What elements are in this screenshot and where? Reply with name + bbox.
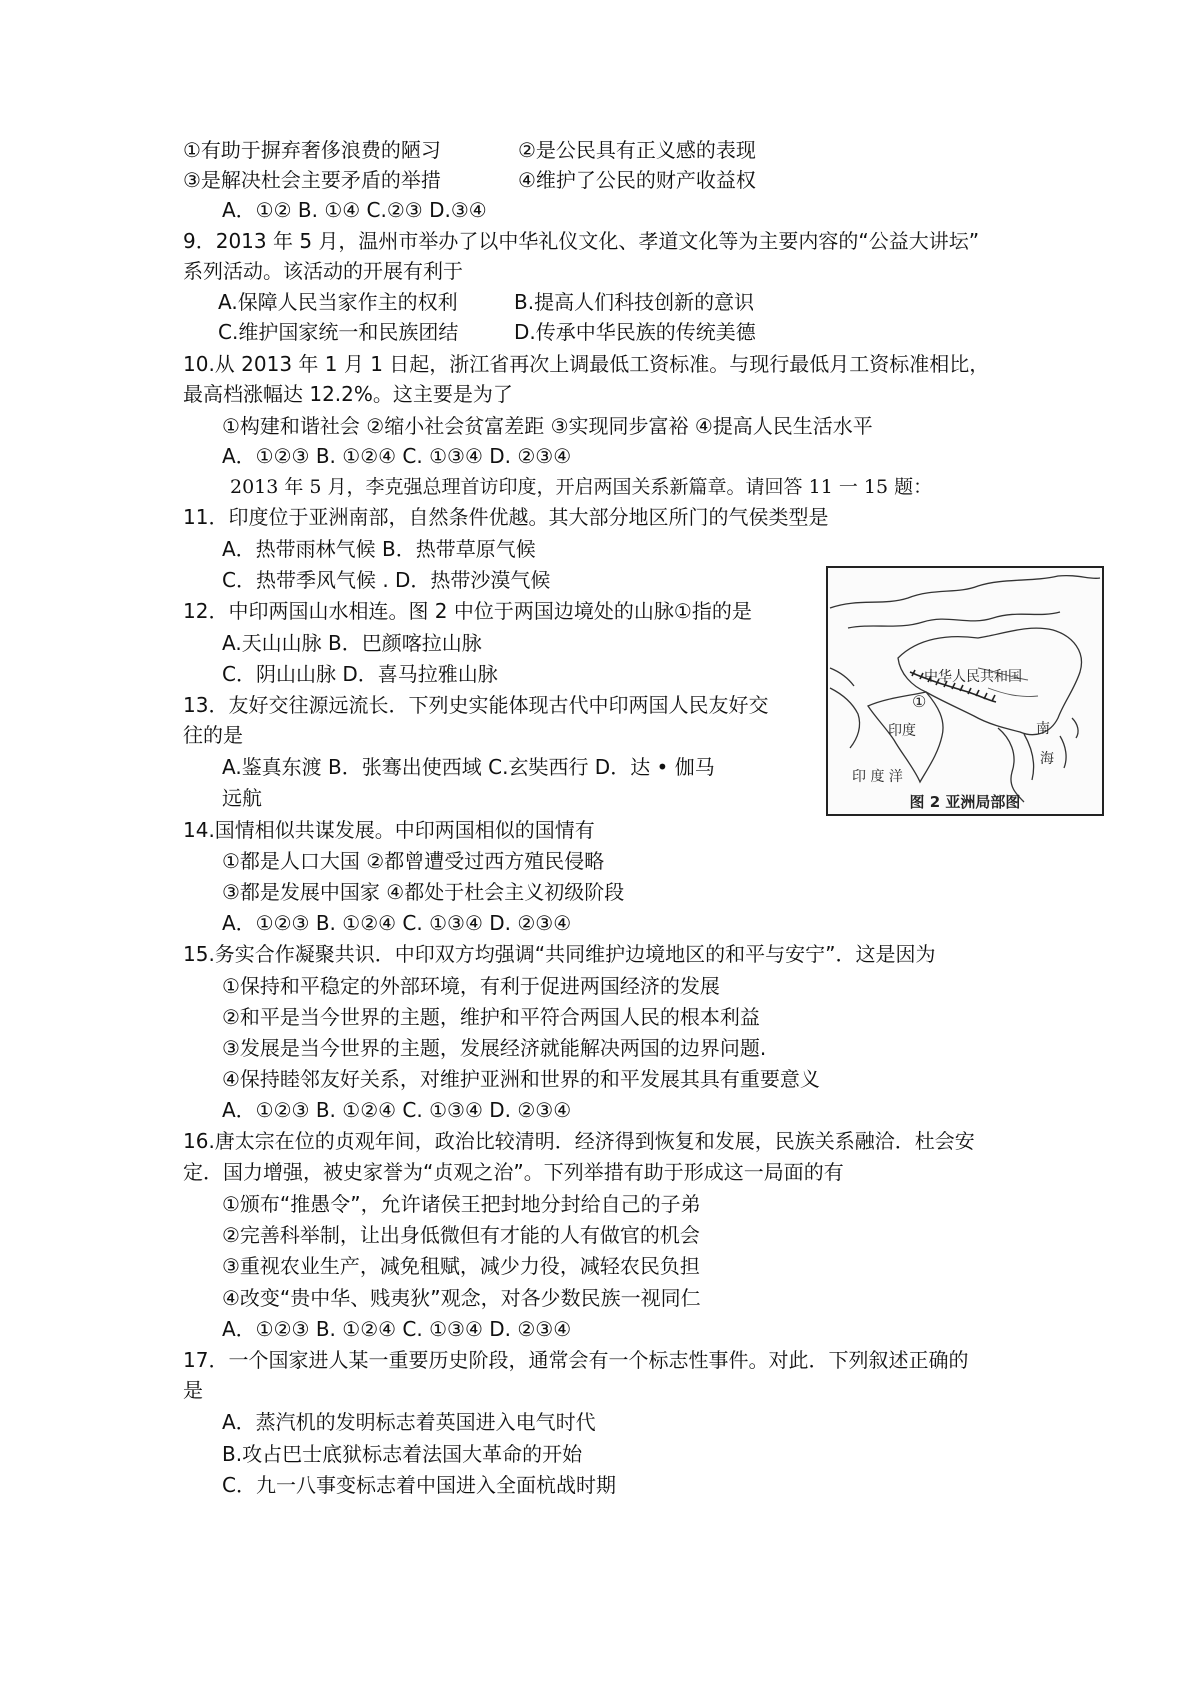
text-line: ①都是人口大国 ②都曾遭受过西方殖民侵略 bbox=[222, 849, 605, 873]
map-label-south: 南 bbox=[1036, 721, 1050, 737]
asia-map-figure bbox=[826, 566, 1104, 816]
option-b: B.提高人们科技创新的意识 bbox=[514, 290, 755, 314]
map-label-mountain-marker: ① bbox=[912, 692, 927, 711]
text-line: A.天山山脉 B．巴颜喀拉山脉 bbox=[222, 631, 482, 655]
option-b: B.攻占巴士底狱标志着法国大革命的开始 bbox=[222, 1442, 583, 1466]
map-label-sea: 海 bbox=[1040, 751, 1054, 767]
text-line: ②和平是当今世界的主题，维护和平符合两国人民的根本利益 bbox=[222, 1005, 760, 1029]
question-15: 15.务实合作凝聚共识．中印双方均强调“共同维护边境地区的和平与安宁”．这是因为 bbox=[183, 942, 936, 966]
question-11: 11．印度位于亚洲南部，自然条件优越。其大部分地区所门的气侯类型是 bbox=[183, 505, 829, 529]
option-c: C.维护国家统一和民族团结 bbox=[218, 320, 459, 344]
text-line: C．阴山山脉 D．喜马拉雅山脉 bbox=[222, 662, 498, 686]
question-14: 14.国情相似共谋发展。中印两国相似的国情有 bbox=[183, 818, 595, 842]
question-12: 12．中印两国山水相连。图 2 中位于两国边境处的山脉①指的是 bbox=[183, 599, 752, 623]
option-d: D.传承中华民族的传统美德 bbox=[514, 320, 756, 344]
text-line: 远航 bbox=[222, 786, 262, 810]
text-line: ②完善科举制，让出身低微但有才能的人有做官的机会 bbox=[222, 1223, 700, 1247]
text-line: 最高档涨幅达 12.2%。这主要是为了 bbox=[183, 382, 513, 406]
map-label-india: 印度 bbox=[888, 723, 916, 739]
answer-options: A．①②③ B. ①②④ C. ①③④ D. ②③④ bbox=[222, 1317, 572, 1341]
text-line: 系列活动。该活动的开展有利于 bbox=[183, 259, 463, 283]
map-label-china: 中华人民共和国 bbox=[924, 669, 1022, 685]
text-line: ④维护了公民的财产收益权 bbox=[518, 168, 756, 192]
text-line: ②是公民具有正义感的表现 bbox=[518, 138, 756, 162]
question-16: 16.唐太宗在位的贞观年间，政治比较清明．经济得到恢复和发展，民族关系融洽．杜会安 bbox=[183, 1129, 975, 1153]
option-a: A．蒸汽机的发明标志着英国进入电气时代 bbox=[222, 1410, 596, 1434]
section-intro: 2013 年 5 月，李克强总理首访印度，开启两国关系新篇章。请回答 11 一 15 题： bbox=[230, 476, 933, 498]
text-line: ①有助于摒弃奢侈浪费的陋习 bbox=[183, 138, 441, 162]
question-17: 17．一个国家进人某一重要历史阶段，通常会有一个标志性事件。对此．下列叙述正确的 bbox=[183, 1348, 969, 1372]
text-line: ③是解决杜会主要矛盾的举措 bbox=[183, 168, 441, 192]
answer-options: A．①②③ B. ①②④ C. ①③④ D. ②③④ bbox=[222, 444, 572, 468]
text-line: ④改变“贵中华、贱夷狄”观念，对各少数民族一视同仁 bbox=[222, 1286, 701, 1310]
text-line: C．热带季风气候 . D．热带沙漠气候 bbox=[222, 568, 551, 592]
text-line: ③都是发展中国家 ④都处于杜会主义初级阶段 bbox=[222, 880, 625, 904]
text-line: ④保持睦邻友好关系，对维护亚洲和世界的和平发展其具有重要意义 bbox=[222, 1067, 820, 1091]
text-line: ①构建和谐社会 ②缩小社会贫富差距 ③实现同步富裕 ④提高人民生活水平 bbox=[222, 414, 873, 438]
text-line: ①颁布“推愚令”，允许诸侯王把封地分封给自己的子弟 bbox=[222, 1192, 701, 1216]
text-line: A.鉴真东渡 B．张骞出使西域 C.玄奘西行 D．达 • 伽马 bbox=[222, 755, 715, 779]
question-9: 9．2013 年 5 月，温州市举办了以中华礼仪文化、孝道文化等为主要内容的“公益大讲坛” bbox=[183, 229, 980, 253]
answer-options: A．①②③ B. ①②④ C. ①③④ D. ②③④ bbox=[222, 911, 572, 935]
map-label-indian-ocean: 印 度 洋 bbox=[852, 769, 903, 785]
option-a: A.保障人民当家作主的权利 bbox=[218, 290, 458, 314]
text-line: 是 bbox=[183, 1378, 203, 1402]
text-line: ①保持和平稳定的外部环境，有利于促进两国经济的发展 bbox=[222, 974, 720, 998]
answer-options: A．①②③ B. ①②④ C. ①③④ D. ②③④ bbox=[222, 1098, 572, 1122]
option-c: C．九一八事变标志着中国进入全面杭战时期 bbox=[222, 1473, 616, 1497]
text-line: 定．国力增强，被史家誉为“贞观之治”。下列举措有助于形成这一局面的有 bbox=[183, 1160, 844, 1184]
answer-options: A．①② B. ①④ C.②③ D.③④ bbox=[222, 198, 487, 222]
question-10: 10.从 2013 年 1 月 1 日起，浙江省再次上调最低工资标准。与现行最低月工资标准相比， bbox=[183, 352, 990, 376]
text-line: ③发展是当今世界的主题，发展经济就能解决两国的边界问题. bbox=[222, 1036, 767, 1060]
text-line: 往的是 bbox=[183, 723, 243, 747]
map-caption: 图 2 亚洲局部图 bbox=[909, 793, 1021, 811]
text-line: ③重视农业生产，减免租赋，减少力役，减轻农民负担 bbox=[222, 1254, 700, 1278]
text-line: A．热带雨林气候 B．热带草原气候 bbox=[222, 537, 536, 561]
question-13: 13．友好交往源远流长．下列史实能体现古代中印两国人民友好交 bbox=[183, 693, 769, 717]
